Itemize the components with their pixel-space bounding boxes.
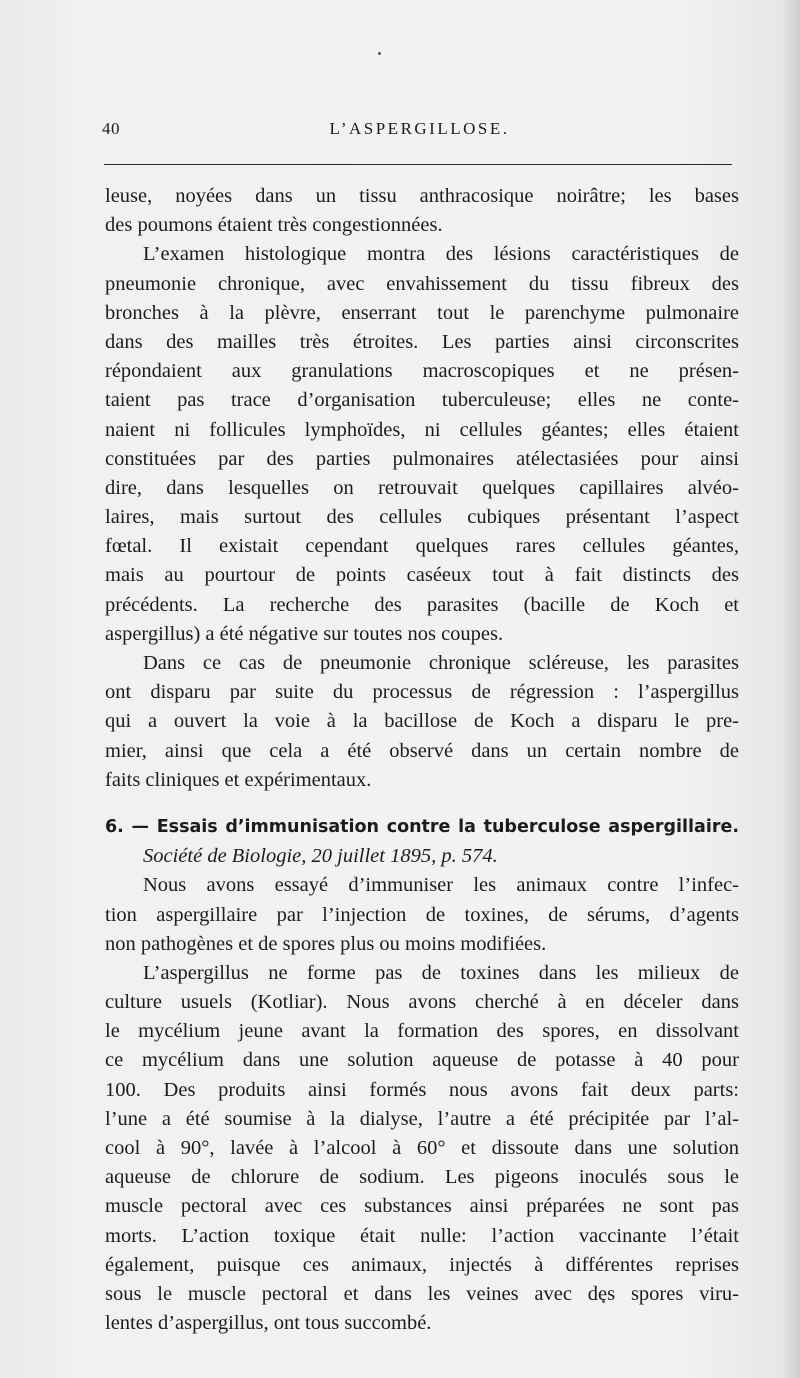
- body-text: [105, 182, 739, 1338]
- text-line: morts. L’action toxique était nulle: l’action vaccinante l’était: [105, 1224, 739, 1247]
- text-line: mais au pourtour de points caséeux tout à fait distincts des: [105, 564, 739, 587]
- section-heading: 6. — Essais d’immunisation contre la tuberculose aspergillaire.: [105, 816, 739, 837]
- text-line: des poumons étaient très congestionnées.: [105, 214, 443, 237]
- text-line: lentes d’aspergillus, ont tous succombé.: [105, 1312, 432, 1335]
- text-line: L’aspergillus ne forme pas de toxines dans les milieux de: [143, 961, 739, 984]
- text-line: non pathogènes et de spores plus ou moins modifiées.: [105, 932, 547, 955]
- text-line: 100. Des produits ainsi formés nous avons fait deux parts:: [105, 1078, 739, 1101]
- text-line: mier, ainsi que cela a été observé dans un certain nombre de: [105, 739, 739, 762]
- text-line: pneumonie chronique, avec envahissement du tissu fibreux des: [105, 272, 739, 295]
- running-title: L’ASPERGILLOSE.: [329, 119, 510, 138]
- text-line: également, puisque ces animaux, injectés à différentes reprises: [105, 1253, 739, 1276]
- section: [105, 813, 739, 871]
- text-line: naient ni follicules lymphoïdes, ni cellules géantes; elles étaient: [105, 418, 739, 441]
- text-line: ont disparu par suite du processus de régression : l’aspergillus: [105, 681, 739, 704]
- text-line: bronches à la plèvre, enserrant tout le parenchyme pulmonaire: [105, 301, 739, 324]
- text-line: culture usuels (Kotliar). Nous avons cherché à en déceler dans: [105, 991, 739, 1014]
- text-line: Dans ce cas de pneumonie chronique scléreuse, les parasites: [143, 652, 739, 674]
- paragraph: [105, 240, 739, 649]
- text-line: précédents. La recherche des parasites (bacille de Koch et: [105, 593, 739, 616]
- text-line: qui a ouvert la voie à la bacillose de Koch a disparu le pre-: [105, 710, 739, 733]
- page-number: 40: [102, 119, 120, 138]
- paragraph: [105, 182, 739, 240]
- section-citation: Société de Biologie, 20 juillet 1895, p. 574.: [143, 845, 498, 868]
- text-line: Nous avons essayé d’immuniser les animaux contre l’infec-: [143, 874, 739, 897]
- paragraph: [105, 959, 739, 1338]
- text-line: l’une a été soumise à la dialyse, l’autre a été précipitée par l’al-: [105, 1107, 739, 1130]
- text-line: dans des mailles très étroites. Les parties ainsi circonscrites: [105, 330, 739, 353]
- text-line: le mycélium jeune avant la formation des spores, en dissolvant: [105, 1020, 739, 1043]
- text-line: cool à 90°, lavée à l’alcool à 60° et dissoute dans une solution: [105, 1137, 739, 1159]
- paragraph: [105, 649, 739, 795]
- text-line: fœtal. Il existait cependant quelques rares cellules géantes,: [105, 535, 739, 558]
- text-line: constituées par des parties pulmonaires atélectasiées pour ainsi: [105, 447, 739, 470]
- text-line: laires, mais surtout des cellules cubiques présentant l’aspect: [105, 506, 739, 529]
- text-line: aqueuse de chlorure de sodium. Les pigeons inoculés sous le: [105, 1166, 739, 1189]
- text-line: répondaient aux granulations macroscopiques et ne présen-: [105, 360, 739, 383]
- page-header: [102, 119, 737, 143]
- text-line: muscle pectoral avec ces substances ainsi préparées ne sont pas: [105, 1195, 739, 1218]
- text-line: ce mycélium dans une solution aqueuse de potasse à 40 pour: [105, 1049, 739, 1072]
- section-spacer: [105, 795, 739, 813]
- text-line: tion aspergillaire par l’injection de toxines, de sérums, d’agents: [105, 903, 739, 926]
- text-line: L’examen histologique montra des lésions caractéristiques de: [143, 243, 739, 266]
- text-line: leuse, noyées dans un tissu anthracosique noirâtre; les bases: [105, 185, 739, 207]
- print-speck: [378, 52, 381, 55]
- header-rule: [104, 164, 732, 165]
- text-line: dire, dans lesquelles on retrouvait quelques capillaires alvéo-: [105, 476, 739, 499]
- text-line: aspergillus) a été négative sur toutes nos coupes.: [105, 622, 504, 645]
- paragraph: [105, 871, 739, 959]
- text-line: faits cliniques et expérimentaux.: [105, 768, 372, 791]
- text-line: sous le muscle pectoral et dans les veines avec des spores viru-: [105, 1282, 739, 1305]
- text-line: taient pas trace d’organisation tuberculeuse; elles ne conte-: [105, 389, 739, 412]
- page-edge-shadow: [782, 0, 800, 1378]
